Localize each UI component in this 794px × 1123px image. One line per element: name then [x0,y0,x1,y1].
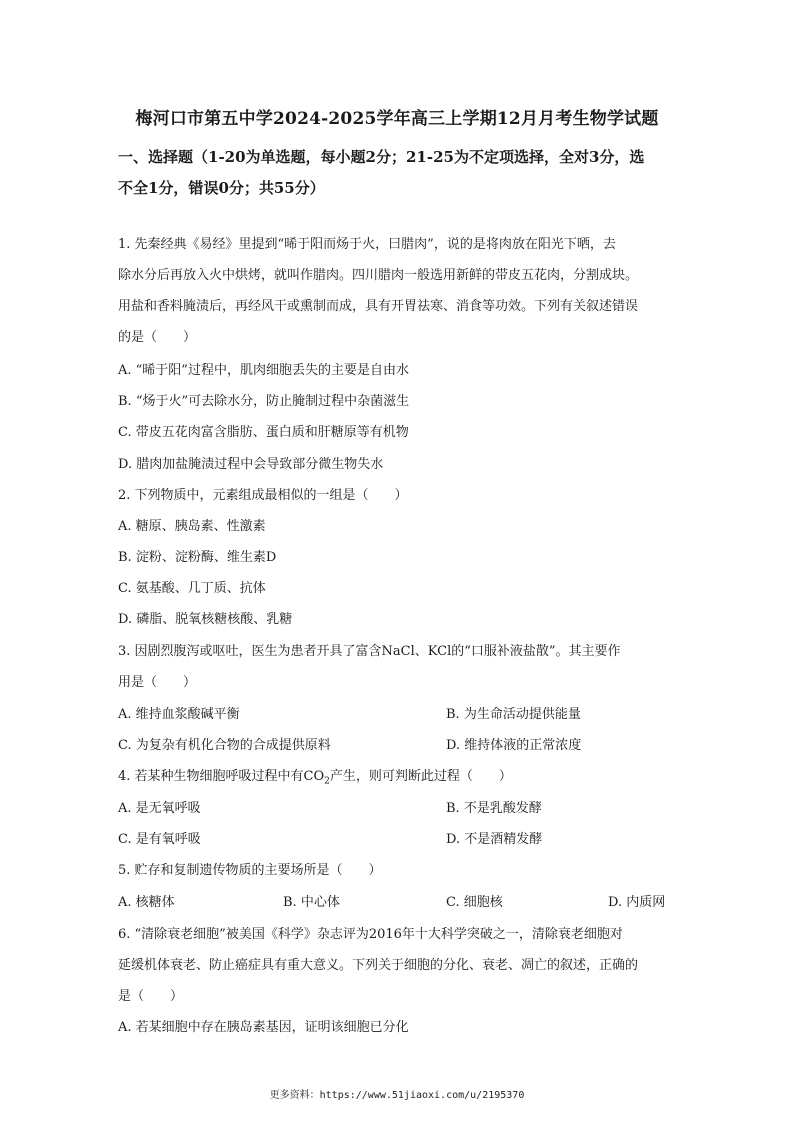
q6-option-a: A. 若某细胞中存在胰岛素基因，证明该细胞已分化 [118,1020,409,1035]
q6-stem-line-1: 6. “清除衰老细胞”被美国《科学》杂志评为2016年十大科学突破之一，清除衰老细胞对 [118,927,623,942]
q2-option-b: B. 淀粉、淀粉酶、维生素D [118,550,277,565]
section-heading-line-1: 一、选择题（1-20为单选题，每小题2分；21-25为不定项选择，全对3分，选 [118,148,645,166]
q1-stem-line-2: 除水分后再放入火中烘烤，就叫作腊肉。四川腊肉一般选用新鲜的带皮五花肉，分割成块。 [118,268,639,283]
q5-option-b: B. 中心体 [283,895,340,910]
q1-option-a: A. “晞于阳”过程中，肌肉细胞丢失的主要是自由水 [118,363,409,378]
q2-option-d: D. 磷脂、脱氧核糖核酸、乳糖 [118,612,293,627]
q1-option-d: D. 腊肉加盐腌渍过程中会导致部分微生物失水 [118,457,384,472]
page-title: 梅河口市第五中学2024-2025学年高三上学期12月月考生物学试题 [135,109,659,129]
q4-stem [118,767,678,792]
q5-option-a: A. 核糖体 [118,895,175,910]
q4-option-c: C. 是有氧呼吸 [118,832,201,847]
q1-option-c: C. 带皮五花肉富含脂肪、蛋白质和肝糖原等有机物 [118,425,409,440]
q6-stem-line-2: 延缓机体衰老、防止癌症具有重大意义。下列关于细胞的分化、衰老、凋亡的叙述，正确的 [118,958,639,973]
q1-stem-line-1: 1. 先秦经典《易经》里提到“晞于阳而炀于火，曰腊肉”，说的是将肉放在阳光下晒，去 [118,237,616,252]
q1-option-b: B. “炀于火”可去除水分，防止腌制过程中杂菌滋生 [118,394,410,409]
footer-link-text: 更多资料：https://www.51jiaoxi.com/u/2195370 [269,1090,525,1101]
q2-stem: 2. 下列物质中，元素组成最相似的一组是（ ） [118,488,408,503]
q2-option-a: A. 糖原、胰岛素、性激素 [118,519,266,534]
q3-option-d: D. 维持体液的正常浓度 [446,738,582,753]
q4-option-b: B. 不是乳酸发酵 [446,801,542,816]
q4-stem-post: 产生，则可判断此过程（ ） [329,769,512,784]
q4-option-a: A. 是无氧呼吸 [118,801,201,816]
q4-stem-pre: 4. 若某种生物细胞呼吸过程中有CO [118,769,325,784]
q5-option-c: C. 细胞核 [446,895,503,910]
q2-option-c: C. 氨基酸、几丁质、抗体 [118,581,266,596]
q3-option-b: B. 为生命活动提供能量 [446,707,581,722]
section-heading-line-2: 不全1分，错误0分；共55分） [118,179,325,197]
q3-stem-line-1: 3. 因剧烈腹泻或呕吐，医生为患者开具了富含NaCl、KCl的“口服补液盐散”。其主要作 [118,644,621,659]
q4-option-d: D. 不是酒精发酵 [446,832,543,847]
q3-option-c: C. 为复杂有机化合物的合成提供原料 [118,738,331,753]
q1-stem-line-4: 的是（ ） [118,330,197,345]
q3-stem-line-2: 用是（ ） [118,675,197,690]
q3-option-a: A. 维持血浆酸碱平衡 [118,707,240,722]
q5-option-d: D. 内质网 [608,895,666,910]
q5-stem: 5. 贮存和复制遗传物质的主要场所是（ ） [118,863,382,878]
q4-stem-subscript: 2 [324,776,330,787]
q1-stem-line-3: 用盐和香料腌渍后，再经风干或熏制而成，具有开胃祛寒、消食等功效。下列有关叙述错误 [118,299,639,314]
q6-stem-line-3: 是（ ） [118,989,184,1004]
